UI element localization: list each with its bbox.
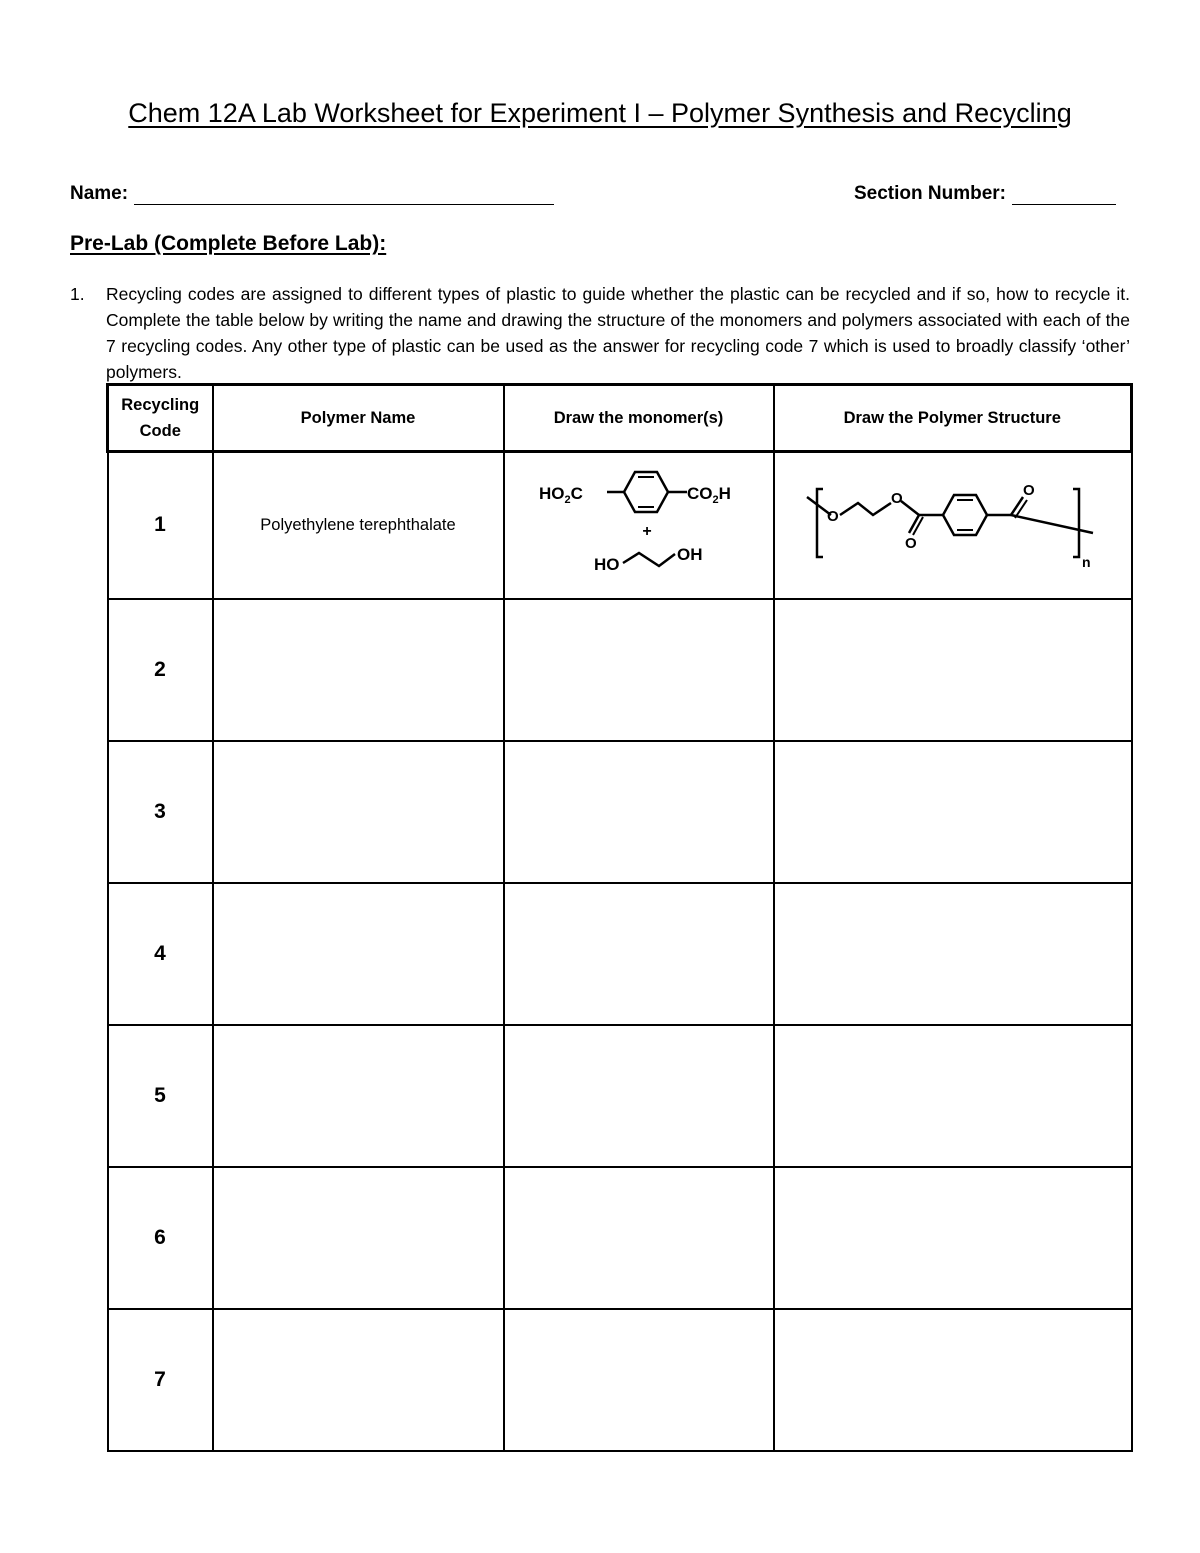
section-number-field[interactable] <box>854 183 1116 205</box>
ester-oxygen-2: O <box>890 490 903 508</box>
name-blank[interactable] <box>134 184 554 205</box>
monomer-cell[interactable] <box>504 1309 774 1451</box>
table-row <box>108 452 1132 599</box>
polymer-structure-cell[interactable] <box>774 599 1132 741</box>
polymer-name-cell[interactable] <box>213 1309 504 1451</box>
table-row <box>108 883 1132 1025</box>
header-monomers: Draw the monomer(s) <box>504 385 774 452</box>
question-text: Recycling codes are assigned to different types of plastic to guide whether the plastic can be recycled and if so, how to recycle it. Complete the table below by writing the name and drawing the structure of the monomers and polymers associated with each of the 7 recycling codes. Any other type of plastic can be used as the answer for recycling code 7 which is used to broadly classify ‘other’ polymers. <box>106 284 1130 382</box>
acid-right-label: $CO_2H$ <box>686 484 731 507</box>
section-number-blank[interactable] <box>1012 184 1116 205</box>
name-field[interactable] <box>70 183 554 205</box>
prelab-heading: Pre-Lab (Complete Before Lab): <box>70 232 387 255</box>
monomer-cell[interactable] <box>504 1025 774 1167</box>
monomer-cell[interactable] <box>504 741 774 883</box>
pet-polymer-drawing <box>803 475 1103 575</box>
carbonyl-oxygen-1: O <box>904 535 917 553</box>
plus-sign: + <box>641 523 652 541</box>
glycol-left-label: HO <box>593 555 619 575</box>
recycling-code-cell: 4 <box>108 883 213 1025</box>
table-row <box>108 741 1132 883</box>
polymer-structure-cell[interactable] <box>774 883 1132 1025</box>
pet-monomers-drawing <box>519 460 759 590</box>
ester-oxygen-1: O <box>826 508 839 526</box>
polymer-structure-cell[interactable] <box>774 452 1132 599</box>
repeat-n-label: n <box>1081 554 1091 571</box>
polymer-name-cell[interactable] <box>213 741 504 883</box>
section-number-label: Section Number: <box>853 183 1006 204</box>
table-row <box>108 599 1132 741</box>
monomer-cell[interactable] <box>504 1167 774 1309</box>
header-recycling-code: Recycling Code <box>108 385 213 452</box>
polymer-name-cell[interactable] <box>213 1167 504 1309</box>
polymer-name-cell[interactable] <box>213 1025 504 1167</box>
recycling-code-cell: 2 <box>108 599 213 741</box>
monomer-cell[interactable] <box>504 883 774 1025</box>
table-row <box>108 1309 1132 1451</box>
header-polymer-name: Polymer Name <box>213 385 504 452</box>
question-1 <box>70 281 1130 385</box>
recycling-table <box>106 383 1133 1452</box>
table-row <box>108 1025 1132 1167</box>
polymer-structure-cell[interactable] <box>774 1167 1132 1309</box>
monomer-cell[interactable] <box>504 452 774 599</box>
glycol-right-label: OH <box>676 545 702 565</box>
table-row <box>108 1167 1132 1309</box>
header-polymer-structure: Draw the Polymer Structure <box>774 385 1132 452</box>
polymer-structure-cell[interactable] <box>774 741 1132 883</box>
recycling-code-cell: 1 <box>108 452 213 599</box>
worksheet-title: Chem 12A Lab Worksheet for Experiment I – Polymer Synthesis and Recycling <box>128 98 1072 128</box>
polymer-name-cell[interactable]: Polyethylene terephthalate <box>213 452 504 599</box>
acid-left-label: $HO_2C$ <box>538 484 583 507</box>
recycling-code-cell: 6 <box>108 1167 213 1309</box>
polymer-structure-cell[interactable] <box>774 1025 1132 1167</box>
recycling-code-cell: 3 <box>108 741 213 883</box>
polymer-structure-cell[interactable] <box>774 1309 1132 1451</box>
polymer-name-cell[interactable] <box>213 883 504 1025</box>
name-label: Name: <box>70 183 129 204</box>
monomer-cell[interactable] <box>504 599 774 741</box>
carbonyl-oxygen-2: O <box>1022 482 1035 500</box>
recycling-code-cell: 5 <box>108 1025 213 1167</box>
polymer-name-cell[interactable] <box>213 599 504 741</box>
question-number: 1. <box>70 284 85 304</box>
recycling-code-cell: 7 <box>108 1309 213 1451</box>
